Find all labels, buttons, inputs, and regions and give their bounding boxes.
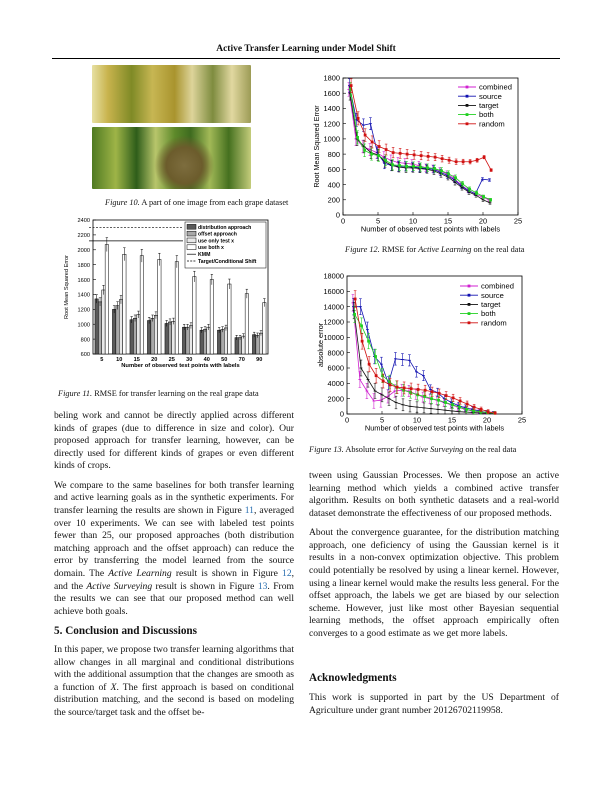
bar-use-only-test-x — [189, 326, 192, 354]
legend-label: combined — [479, 82, 512, 92]
p3-text-a: In this paper, we propose two transfer learning algorithms that allow changes in all marginal and conditional distributions with the additional assumption that the changes are smooth as a function of — [54, 644, 294, 693]
x-tick-label: 25 — [168, 357, 175, 363]
x-tick-label: 5 — [375, 216, 381, 226]
data-marker — [480, 408, 483, 411]
bar-offset-approach — [168, 322, 171, 354]
legend-label: distribution approach — [198, 224, 252, 231]
section-5-title: 5. Conclusion and Discussions — [54, 625, 198, 637]
y-tick-label: 2200 — [77, 233, 90, 240]
y-tick-label: 14000 — [323, 302, 344, 312]
data-marker — [462, 160, 465, 163]
series-line-source — [349, 86, 489, 194]
right-paragraph-2: About the convergence guarantee, for the distribution matching approach, one deficiency of using the Gaussian kernel is it results in a non-convex optimization objective. This problem could potentially be resolved by using a linear kernel. However, using a linear kernel would make the results less general. For the offset approach, the labels we get are biased by our selection scheme. However, just like most other Bayesian sequential learning methods, the offset approach empirically often converges to a good estimate as we get more labels. — [309, 527, 559, 639]
legend-label: source — [481, 290, 504, 300]
data-marker — [427, 155, 430, 158]
data-marker — [413, 153, 416, 156]
data-marker — [361, 340, 364, 343]
data-marker — [388, 380, 391, 383]
grape-photo-1 — [92, 65, 251, 123]
legend-marker — [466, 104, 469, 107]
data-marker — [490, 169, 493, 172]
p3-variable-x: X — [110, 681, 117, 693]
legend-label: source — [479, 91, 502, 101]
bar-use-only-test-x — [154, 315, 157, 354]
p2-text-b: , averaged over 10 experiments. We can see with labeled test points fewer than 25, our proposed approaches (both distribution matching approach and the offset approach) can reduce the error by transferring the model learned from the source domain. The — [54, 504, 294, 579]
legend-label: Target/Conditional Shift — [198, 258, 257, 265]
p2-text-c: result is shown in Figure — [171, 567, 283, 579]
bar-offset-approach — [203, 329, 206, 354]
data-marker — [431, 390, 434, 393]
figure-12-link[interactable]: 12 — [282, 567, 292, 579]
bar-use-both-x — [175, 262, 178, 354]
bar-offset-approach — [186, 327, 189, 354]
x-tick-label: 50 — [221, 357, 228, 363]
bar-offset-approach — [238, 338, 241, 354]
x-tick-label: 10 — [408, 216, 418, 226]
data-marker — [438, 392, 441, 395]
data-marker — [487, 410, 490, 413]
legend-label: use both x — [198, 245, 224, 252]
data-marker — [441, 157, 444, 160]
bar-use-both-x — [193, 277, 196, 354]
bar-use-only-test-x — [259, 333, 262, 354]
y-tick-label: 400 — [327, 180, 340, 190]
y-tick-label: 6000 — [327, 363, 344, 373]
x-axis-label: Number of observed test points with labels — [364, 423, 505, 433]
left-column-text — [54, 410, 294, 625]
legend-swatch — [187, 238, 196, 243]
legend-marker — [466, 95, 469, 98]
data-marker — [433, 167, 436, 170]
data-marker — [350, 84, 353, 87]
data-marker — [437, 399, 440, 402]
data-marker — [454, 176, 457, 179]
bar-distribution-approach — [235, 338, 238, 354]
data-marker — [451, 403, 454, 406]
data-marker — [382, 380, 385, 383]
bar-offset-approach — [133, 318, 136, 354]
data-marker — [406, 153, 409, 156]
data-marker — [469, 160, 472, 163]
data-marker — [381, 374, 384, 377]
p2-em-active-learning: Active Learning — [108, 567, 172, 579]
legend-label: random — [481, 318, 507, 328]
bar-distribution-approach — [217, 330, 220, 354]
legend-marker — [468, 294, 471, 297]
figure-11-label: Figure 11. — [58, 389, 93, 398]
legend-label: both — [481, 309, 496, 319]
y-tick-label: 0 — [339, 409, 344, 419]
bar-offset-approach — [256, 335, 259, 354]
legend-marker — [466, 86, 469, 89]
left-paragraph-2 — [54, 480, 294, 619]
data-marker — [475, 192, 478, 195]
figure-13-caption — [309, 444, 569, 455]
figure-13-label: Figure 13. — [309, 445, 344, 454]
x-axis-label: Number of observed test points with labels — [121, 363, 240, 369]
bar-use-both-x — [210, 280, 213, 354]
x-tick-label: 20 — [151, 357, 158, 363]
data-marker — [468, 188, 471, 191]
bar-offset-approach — [151, 318, 154, 354]
x-tick-label: 15 — [443, 216, 453, 226]
figure-10-label: Figure 10. — [105, 198, 140, 207]
bar-use-both-x — [228, 284, 231, 354]
bar-distribution-approach — [200, 330, 203, 354]
data-marker — [430, 397, 433, 400]
data-marker — [444, 401, 447, 404]
data-marker — [409, 391, 412, 394]
figure-12-text-em: Active Learning — [418, 245, 472, 254]
p2-text-a: We compare to the same baselines for both transfer learning and active learning goals as in the synthetic experiments. For transfer learning the results are shown in Figure — [54, 479, 294, 516]
data-marker — [459, 400, 462, 403]
y-tick-label: 8000 — [327, 348, 344, 358]
data-marker — [378, 145, 381, 148]
header-rule — [52, 58, 560, 59]
right-column-text — [309, 470, 559, 647]
bar-use-both-x — [123, 254, 126, 354]
data-marker — [391, 163, 394, 166]
bar-use-both-x — [158, 259, 161, 354]
bar-offset-approach — [98, 302, 101, 354]
legend-swatch — [187, 245, 196, 250]
legend-marker — [468, 303, 471, 306]
legend-label: target — [481, 300, 501, 309]
legend-swatch — [187, 231, 196, 236]
data-marker — [363, 149, 366, 152]
bar-distribution-approach — [252, 335, 255, 354]
data-marker — [440, 169, 443, 172]
y-tick-label: 200 — [327, 195, 340, 205]
y-tick-label: 1400 — [77, 292, 90, 299]
x-tick-label: 90 — [256, 357, 263, 363]
figure-12-label: Figure 12. — [345, 245, 380, 254]
data-marker — [385, 148, 388, 151]
x-tick-label: 70 — [238, 357, 245, 363]
x-tick-label: 25 — [513, 216, 523, 226]
figure-10-text: A part of one image from each grape dataset — [141, 198, 289, 207]
y-tick-label: 800 — [327, 149, 340, 159]
y-tick-label: 2000 — [327, 394, 344, 404]
data-marker — [360, 324, 363, 327]
p2-em-active-surveying: Active Surveying — [86, 580, 153, 592]
legend-marker — [468, 312, 471, 315]
data-marker — [370, 153, 373, 156]
bar-use-both-x — [263, 303, 266, 354]
figure-13-text-suffix: on the real data — [463, 445, 517, 454]
p2-text-e: result is shown in Figure — [152, 580, 258, 592]
data-marker — [405, 165, 408, 168]
legend-label: offset approach — [198, 231, 237, 238]
y-tick-label: 12000 — [323, 317, 344, 327]
data-marker — [392, 151, 395, 154]
figure-11-link[interactable]: 11 — [244, 504, 254, 516]
data-marker — [356, 136, 359, 139]
data-marker — [424, 389, 427, 392]
y-axis-label: Root Mean Squared Error — [312, 105, 321, 188]
data-marker — [417, 388, 420, 391]
data-marker — [389, 383, 392, 386]
x-tick-label: 40 — [203, 357, 210, 363]
data-marker — [466, 403, 469, 406]
data-marker — [476, 159, 479, 162]
bar-use-both-x — [245, 294, 248, 354]
y-tick-label: 1800 — [77, 262, 90, 269]
bar-offset-approach — [116, 306, 119, 354]
bar-distribution-approach — [95, 299, 98, 354]
data-marker — [494, 412, 497, 415]
data-marker — [412, 165, 415, 168]
data-marker — [458, 406, 461, 409]
x-tick-label: 20 — [478, 216, 488, 226]
y-axis-label: absolute error — [316, 322, 325, 368]
legend-label: target — [479, 101, 499, 110]
y-tick-label: 1200 — [323, 119, 340, 129]
left-column-text-2 — [54, 644, 294, 726]
data-marker — [452, 397, 455, 400]
running-head: Active Transfer Learning under Model Shift — [216, 44, 396, 54]
x-tick-label: 15 — [447, 415, 457, 425]
x-tick-label: 25 — [517, 415, 527, 425]
bar-distribution-approach — [130, 320, 133, 354]
figure-11-caption — [58, 388, 298, 399]
data-marker — [465, 408, 468, 411]
y-tick-label: 10000 — [323, 333, 344, 343]
y-tick-label: 1200 — [77, 307, 90, 314]
data-marker — [399, 152, 402, 155]
data-marker — [371, 141, 374, 144]
y-axis-label: Root Mean Squared Error — [64, 254, 70, 320]
y-tick-label: 18000 — [323, 271, 344, 281]
data-marker — [357, 117, 360, 120]
y-tick-label: 0 — [335, 210, 340, 220]
data-marker — [364, 134, 367, 137]
legend-label: KMM — [198, 252, 211, 258]
legend-marker — [468, 285, 471, 288]
legend-label: both — [479, 110, 494, 120]
figure-12-text-prefix: RMSE for — [381, 245, 419, 254]
figure-12-chart — [308, 70, 528, 232]
acknowledgments-text — [309, 692, 559, 724]
data-marker — [448, 159, 451, 162]
figure-13-link[interactable]: 13 — [257, 580, 268, 592]
figure-13-chart — [308, 268, 532, 432]
left-paragraph-1: beling work and cannot be directly applied across different kinds of grapes (due to difference in size and color). Our proposed approach for transfer learning, however, can be directly used for different kinds of grapes or even different kinds of crops. — [54, 410, 294, 472]
x-tick-label: 30 — [186, 357, 193, 363]
bar-use-both-x — [105, 245, 108, 354]
bar-use-only-test-x — [224, 328, 227, 354]
x-tick-label: 20 — [482, 415, 492, 425]
data-marker — [375, 374, 378, 377]
data-marker — [419, 166, 422, 169]
x-tick-label: 10 — [116, 357, 123, 363]
legend-marker — [466, 113, 469, 116]
legend-label: random — [479, 119, 505, 129]
acknowledgments-paragraph: This work is supported in part by the US Department of Agriculture under grant number 20126702119958. — [309, 692, 559, 716]
data-marker — [434, 156, 437, 159]
bar-use-only-test-x — [102, 290, 105, 354]
data-marker — [367, 340, 370, 343]
data-marker — [489, 198, 492, 201]
data-marker — [374, 355, 377, 358]
y-tick-label: 1400 — [323, 104, 340, 114]
right-paragraph-1: tween using Gaussian Processes. We then propose an active learning method which yields a combined active transfer algorithm. Results on both synthetic datasets and a real-world dataset demonstrate the effectiveness of our proposed methods. — [309, 470, 559, 519]
p2-text-d: , and the — [54, 567, 295, 592]
data-marker — [445, 394, 448, 397]
data-marker — [455, 160, 458, 163]
data-marker — [354, 298, 357, 301]
x-tick-label: 0 — [340, 216, 346, 226]
grape-photo-2 — [92, 127, 251, 189]
y-tick-label: 1000 — [77, 322, 90, 329]
bar-use-only-test-x — [137, 315, 140, 354]
y-tick-label: 600 — [80, 352, 90, 359]
data-marker — [410, 387, 413, 390]
data-marker — [396, 386, 399, 389]
x-axis-label: Number of observed test points with labels — [360, 224, 501, 234]
x-tick-label: 0 — [344, 415, 350, 425]
legend-marker — [468, 321, 471, 324]
data-marker — [483, 156, 486, 159]
figure-12-caption — [345, 244, 575, 255]
data-marker — [473, 406, 476, 409]
figure-12-text-suffix: on the real data — [471, 245, 525, 254]
figure-13-text-em: Active Surveying — [407, 445, 464, 454]
figure-11-chart — [58, 214, 278, 374]
data-marker — [426, 166, 429, 169]
left-paragraph-3 — [54, 644, 294, 720]
x-tick-label: 5 — [100, 357, 104, 363]
bar-use-only-test-x — [119, 300, 122, 354]
bar-use-both-x — [140, 256, 143, 354]
y-tick-label: 2400 — [77, 218, 90, 225]
figure-11-text: RMSE for transfer learning on the real grape data — [94, 389, 259, 398]
legend-label: use only test x — [198, 238, 235, 245]
bar-use-only-test-x — [172, 321, 175, 354]
y-tick-label: 1600 — [77, 277, 90, 284]
data-marker — [398, 164, 401, 167]
bar-distribution-approach — [165, 323, 168, 354]
y-tick-label: 2000 — [77, 247, 90, 254]
bar-offset-approach — [221, 329, 224, 354]
p2-text-f: . From the results we can see that our proposed method can well achieve both goals. — [54, 580, 294, 617]
y-tick-label: 1800 — [323, 73, 340, 83]
data-marker — [384, 159, 387, 162]
bar-use-only-test-x — [242, 336, 245, 354]
legend-label: combined — [481, 281, 514, 291]
x-tick-label: 5 — [379, 415, 385, 425]
y-tick-label: 1000 — [323, 134, 340, 144]
p3-text-b: . The first approach is based on conditional distribution matching, and the second is based on modeling the source/target task and the offset be- — [54, 681, 295, 718]
bar-distribution-approach — [147, 321, 150, 355]
figure-13-text-prefix: Absolute error for — [345, 445, 408, 454]
series-line-both — [351, 89, 491, 199]
acknowledgments-title: Acknowledgments — [309, 672, 397, 684]
data-marker — [377, 154, 380, 157]
y-tick-label: 800 — [80, 337, 90, 344]
bar-use-only-test-x — [207, 327, 210, 354]
x-tick-label: 15 — [133, 357, 140, 363]
data-marker — [461, 182, 464, 185]
x-tick-label: 10 — [412, 415, 422, 425]
data-marker — [447, 173, 450, 176]
data-marker — [482, 195, 485, 198]
data-marker — [420, 154, 423, 157]
y-tick-label: 600 — [327, 165, 340, 175]
legend-swatch — [187, 224, 196, 229]
data-marker — [368, 363, 371, 366]
bar-distribution-approach — [182, 327, 185, 354]
y-tick-label: 1600 — [323, 88, 340, 98]
bar-distribution-approach — [112, 309, 115, 354]
data-marker — [403, 387, 406, 390]
y-tick-label: 4000 — [327, 379, 344, 389]
data-marker — [353, 313, 356, 316]
figure-10-caption — [105, 197, 305, 208]
legend-marker — [466, 122, 469, 125]
y-tick-label: 16000 — [323, 287, 344, 297]
